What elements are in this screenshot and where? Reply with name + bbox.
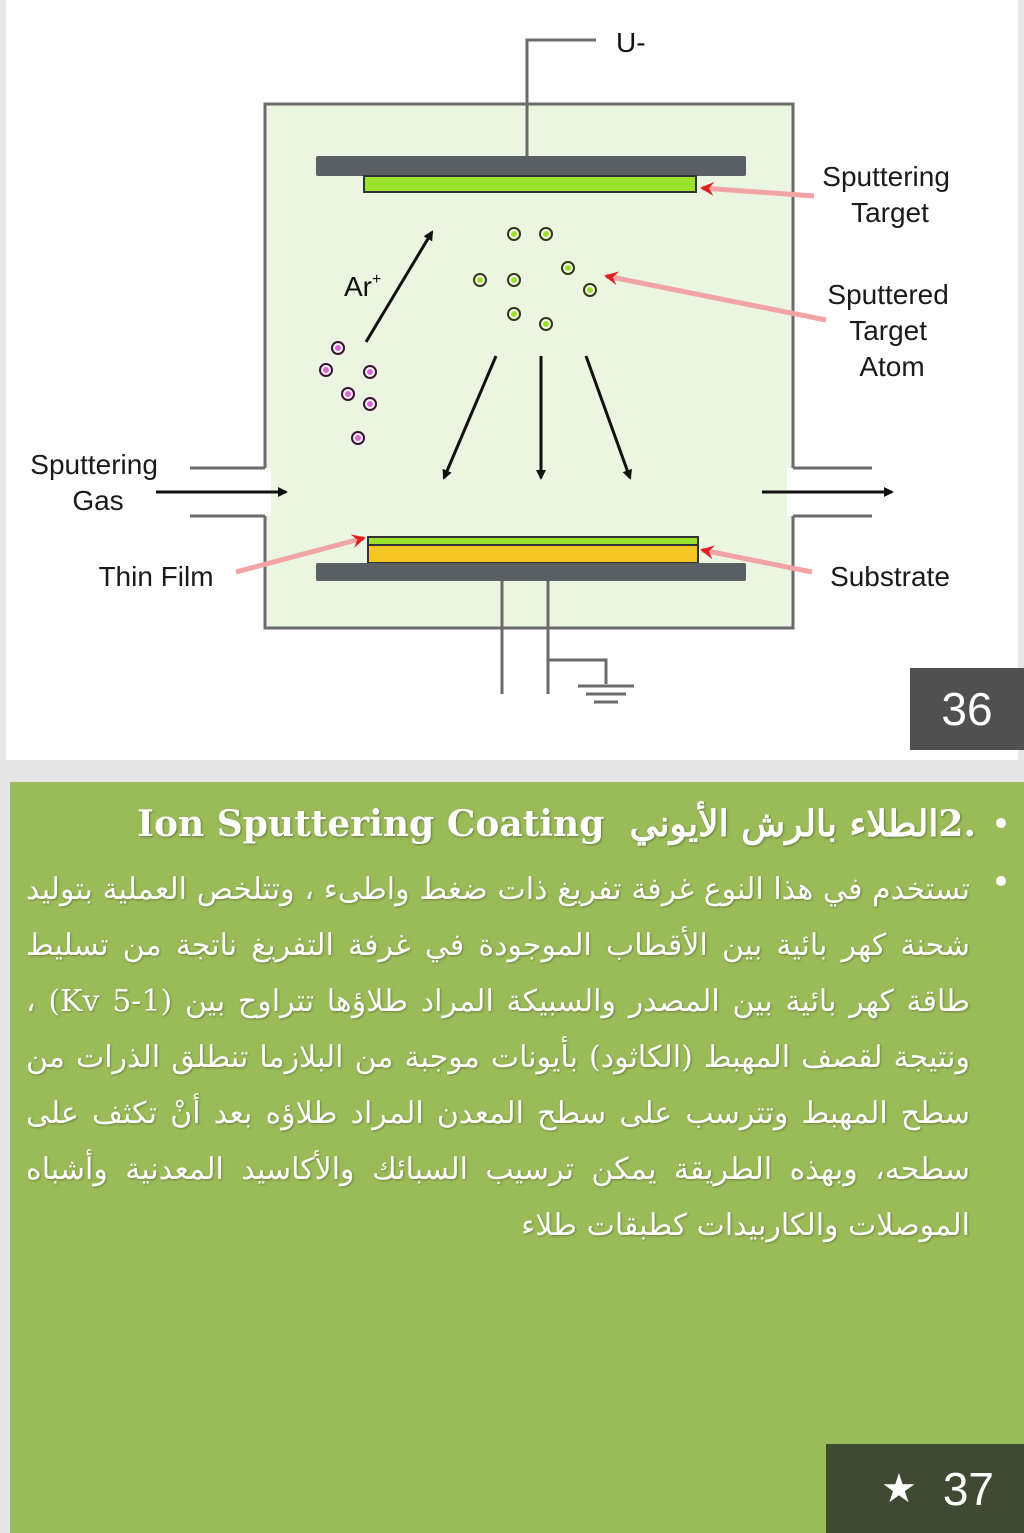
thin-film-label: Thin Film	[98, 561, 214, 592]
ground-icon	[578, 686, 634, 702]
heading-number: 2.	[938, 803, 976, 845]
text-slide	[10, 782, 1024, 1533]
diagram-slide	[6, 0, 1018, 760]
heading-en: Ion Sputtering Coating	[137, 803, 605, 845]
heading-ar: الطلاء بالرش الأيوني	[629, 803, 939, 845]
body-bullet	[26, 862, 1006, 1254]
argon-ion-label: Ar+	[344, 271, 382, 302]
substrate-material	[368, 545, 698, 563]
thin-film	[368, 537, 698, 545]
sputtering-diagram	[6, 0, 1018, 760]
sputtering-gas-label: Sputtering Gas	[30, 449, 158, 516]
slide-heading	[137, 796, 976, 852]
star-icon: ★	[880, 1465, 917, 1512]
body-paragraph: تستخدم في هذا النوع غرفة تفريغ ذات ضغط واطىء ، وتتلخص العملية بتوليد شحنة كهر بائية بين الأقطاب الموجودة في غرفة التفريغ ناتجة من تسليط طاقة كهر بائية بين المصدر والسبيكة المراد طلاؤها تتراوح بين (1-5 Kv) ، ونتيجة لقصف المهبط (الكاثود) بأيونات موجبة من البلازما تنطلق الذرات من سطح المهبط وتترسب على سطح المعدن المراد طلاؤه بعد أنْ تكثف على سطحه، وبهذه الطريقة يمكن ترسيب السبائك والأكاسيد المعدنية وأشباه الموصلات والكاربيدات كطبقات طلاء	[26, 872, 970, 1243]
page-number-37	[826, 1444, 1024, 1533]
target-material	[364, 176, 696, 192]
substrate-plate	[316, 563, 746, 581]
page-number-37-label: 37	[942, 1462, 994, 1515]
sputtering-target-label: Sputtering Target	[822, 161, 950, 228]
target-plate	[316, 156, 746, 176]
sputtered-atom-label: Sputtered Target Atom	[827, 279, 949, 382]
bullet-dot-icon	[996, 876, 1006, 886]
substrate-label: Substrate	[830, 561, 950, 592]
voltage-label: U-	[616, 27, 646, 58]
bullet-dot-icon	[996, 818, 1006, 828]
page-number-36: 36	[910, 668, 1024, 750]
